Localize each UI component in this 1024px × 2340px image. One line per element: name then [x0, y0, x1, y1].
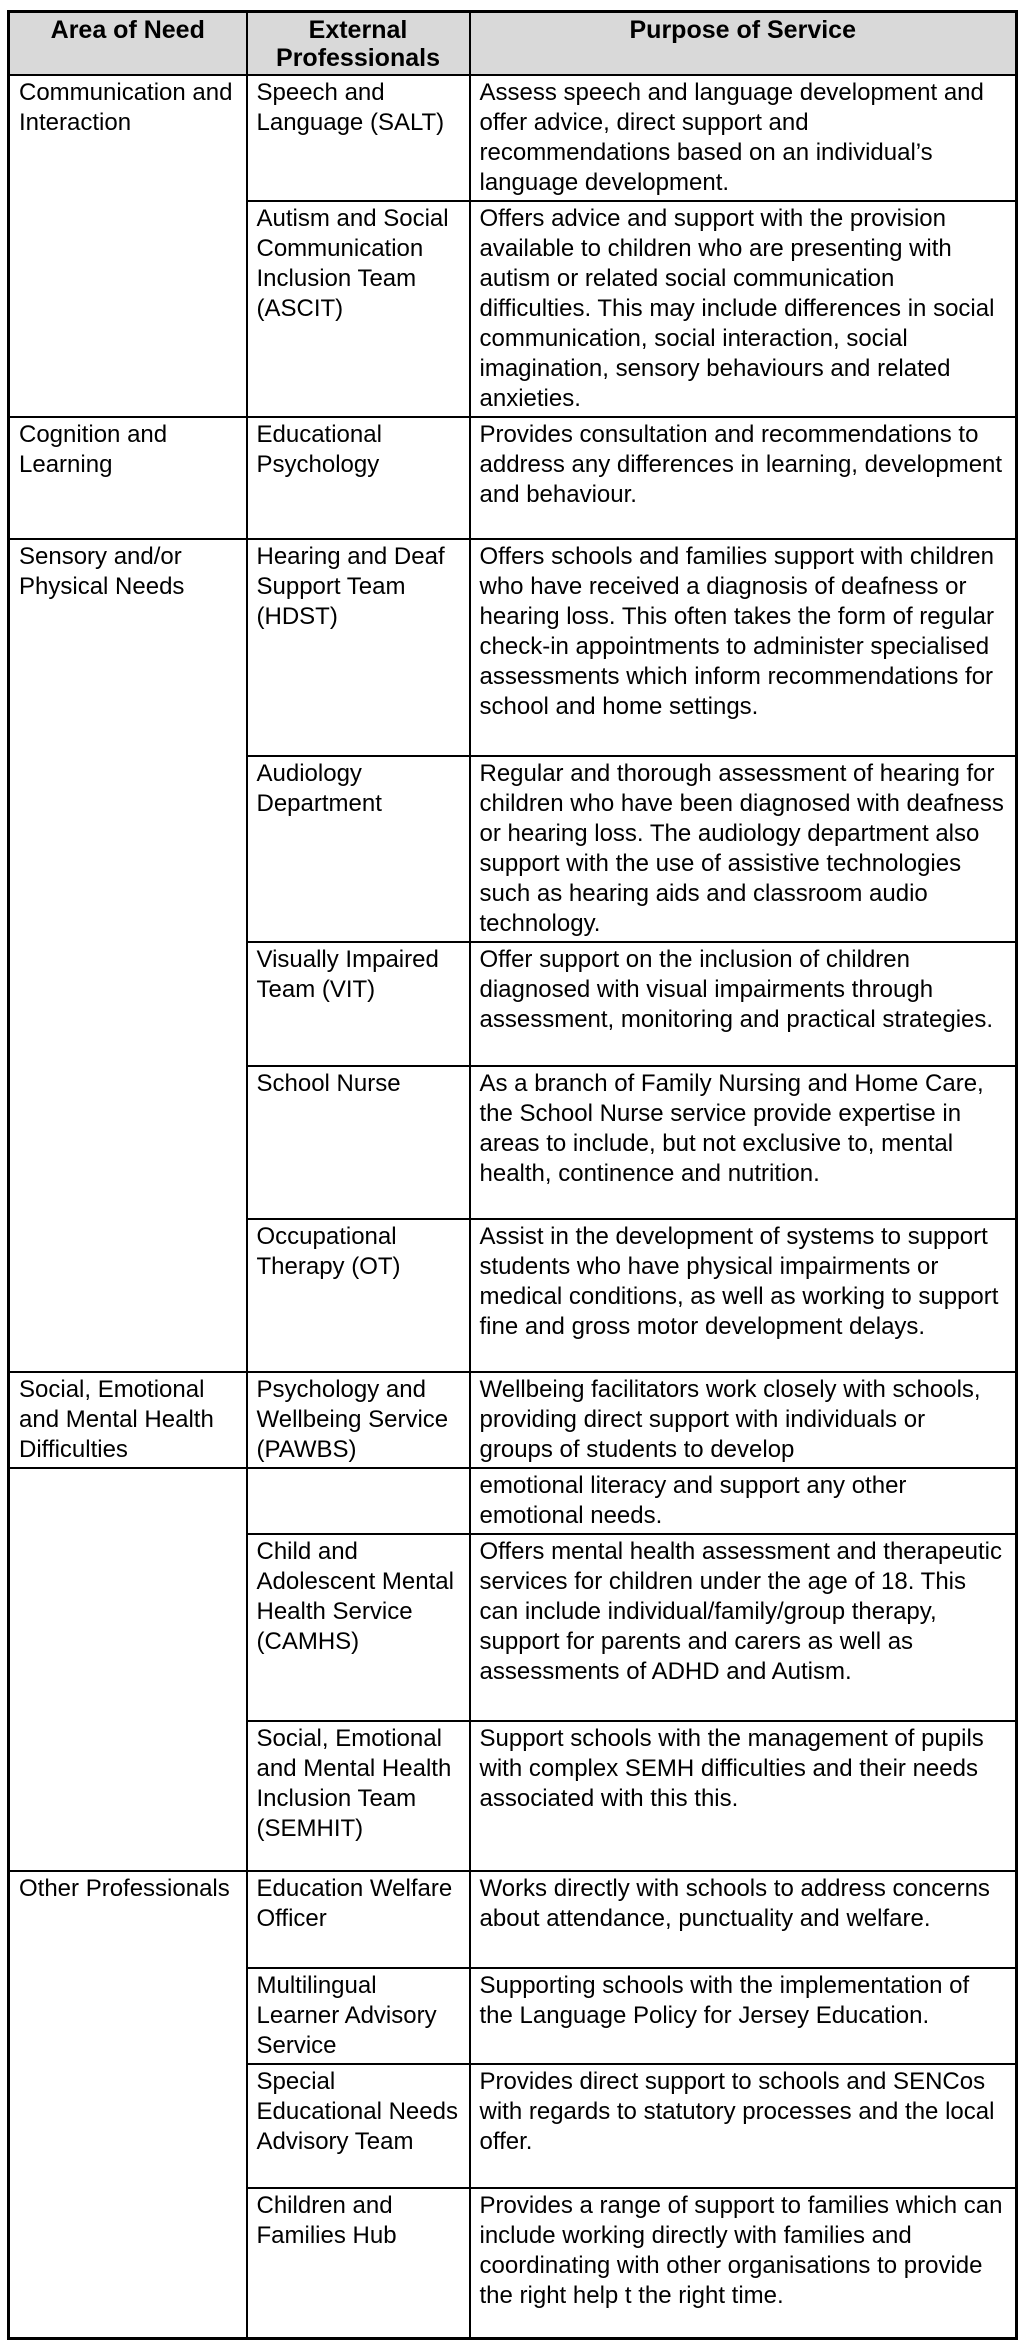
purpose-cell: Offers mental health assessment and therapeutic services for children under the age of 18. This can include individual/family/group therapy, support for parents and carers as well as assessments of ADHD and Autism. — [470, 1534, 1017, 1721]
professional-cell: Educational Psychology — [247, 417, 470, 539]
purpose-cell: Works directly with schools to address concerns about attendance, punctuality and welfare. — [470, 1871, 1017, 1968]
table-row — [9, 1871, 1017, 1968]
purpose-cell: Supporting schools with the implementation of the Language Policy for Jersey Education. — [470, 1968, 1017, 2064]
professional-cell — [247, 1468, 470, 1534]
professional-cell: Autism and Social Communication Inclusion Team (ASCIT) — [247, 201, 470, 417]
professional-cell: Audiology Department — [247, 756, 470, 942]
area-cell: Other Professionals — [9, 1871, 247, 2338]
table-row — [9, 539, 1017, 756]
table-row — [9, 417, 1017, 539]
area-cell: Cognition and Learning — [9, 417, 247, 539]
purpose-cell: Assess speech and language development and offer advice, direct support and recommendations based on an individual’s language development. — [470, 75, 1017, 201]
area-cell: Social, Emotional and Mental Health Difficulties — [9, 1372, 247, 1468]
purpose-cell: emotional literacy and support any other emotional needs. — [470, 1468, 1017, 1534]
purpose-cell: Offers schools and families support with children who have received a diagnosis of deafness or hearing loss. This often takes the form of regular check-in appointments to administer specialised assessments which inform recommendations for school and home settings. — [470, 539, 1017, 756]
purpose-cell: Offers advice and support with the provision available to children who are presenting with autism or related social communication difficulties. This may include differences in social communication, social interaction, social imagination, sensory behaviours and related anxieties. — [470, 201, 1017, 417]
column-header-purpose-of-service: Purpose of Service — [470, 12, 1017, 76]
area-cell: Sensory and/or Physical Needs — [9, 539, 247, 1372]
column-header-external-professionals: External Professionals — [247, 12, 470, 76]
purpose-cell: Support schools with the management of pupils with complex SEMH difficulties and their needs associated with this this. — [470, 1721, 1017, 1871]
professional-cell: Occupational Therapy (OT) — [247, 1219, 470, 1372]
header-row — [9, 12, 1017, 76]
purpose-cell: Provides consultation and recommendations to address any differences in learning, development and behaviour. — [470, 417, 1017, 539]
purpose-cell: Assist in the development of systems to support students who have physical impairments or medical conditions, as well as working to support fine and gross motor development delays. — [470, 1219, 1017, 1372]
purpose-cell: Provides a range of support to families which can include working directly with families and coordinating with other organisations to provide the right help t the right time. — [470, 2188, 1017, 2338]
professional-cell: Speech and Language (SALT) — [247, 75, 470, 201]
professional-cell: Children and Families Hub — [247, 2188, 470, 2338]
purpose-cell: As a branch of Family Nursing and Home Care, the School Nurse service provide expertise in areas to include, but not exclusive to, mental health, continence and nutrition. — [470, 1066, 1017, 1219]
table-row — [9, 1468, 1017, 1534]
document-page — [0, 10, 1024, 2328]
professional-cell: Child and Adolescent Mental Health Service (CAMHS) — [247, 1534, 470, 1721]
professional-cell: Social, Emotional and Mental Health Inclusion Team (SEMHIT) — [247, 1721, 470, 1871]
table-row — [9, 1372, 1017, 1468]
professional-cell: Education Welfare Officer — [247, 1871, 470, 1968]
area-cell — [9, 1468, 247, 1871]
professional-cell: Multilingual Learner Advisory Service — [247, 1968, 470, 2064]
purpose-cell: Provides direct support to schools and SENCos with regards to statutory processes and the local offer. — [470, 2064, 1017, 2188]
professional-cell: Psychology and Wellbeing Service (PAWBS) — [247, 1372, 470, 1468]
professional-cell: Hearing and Deaf Support Team (HDST) — [247, 539, 470, 756]
purpose-cell: Offer support on the inclusion of children diagnosed with visual impairments through assessment, monitoring and practical strategies. — [470, 942, 1017, 1066]
professional-cell: Visually Impaired Team (VIT) — [247, 942, 470, 1066]
purpose-cell: Regular and thorough assessment of hearing for children who have been diagnosed with deafness or hearing loss. The audiology department also support with the use of assistive technologies such as hearing aids and classroom audio technology. — [470, 756, 1017, 942]
support-services-table — [7, 10, 1018, 2340]
professional-cell: School Nurse — [247, 1066, 470, 1219]
professional-cell: Special Educational Needs Advisory Team — [247, 2064, 470, 2188]
table-row — [9, 75, 1017, 201]
area-cell: Communication and Interaction — [9, 75, 247, 417]
column-header-area-of-need: Area of Need — [9, 12, 247, 76]
purpose-cell: Wellbeing facilitators work closely with schools, providing direct support with individuals or groups of students to develop — [470, 1372, 1017, 1468]
